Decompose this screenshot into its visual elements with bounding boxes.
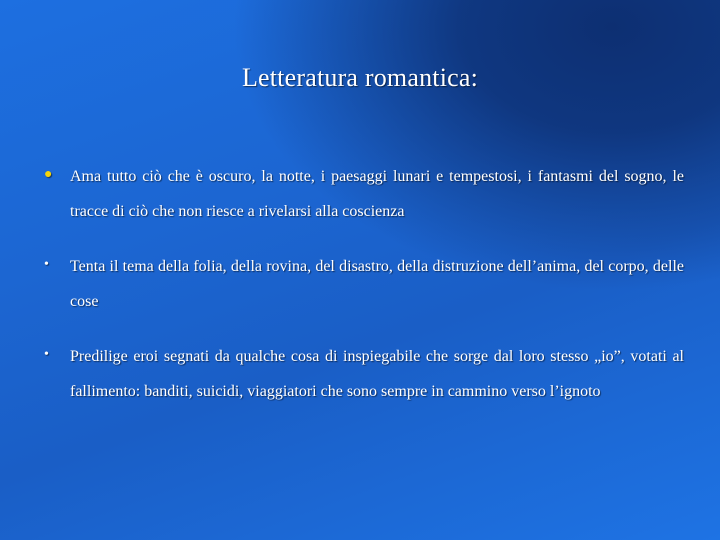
bullet-item: [44, 340, 684, 409]
bullet-text: Ama tutto ciò che è oscuro, la notte, i paesaggi lunari e tempestosi, i fantasmi del sogno, le tracce di ciò che non riesce a rivelarsi alla coscienza: [70, 168, 684, 220]
bullet-text: Tenta il tema della folia, della rovina, del disastro, della distruzione dell’anima, del corpo, delle cose: [70, 258, 684, 310]
bullet-item: [44, 160, 684, 229]
bullet-dot-icon: ●: [44, 167, 53, 182]
slide-title: Letteratura romantica:: [241, 63, 479, 92]
bullet-text: Predilige eroi segnati da qualche cosa di inspiegabile che sorge dal loro stesso „io”, votati al fallimento: banditi, suicidi, viaggiatori che sono sempre in cammino verso l’ignoto: [70, 348, 684, 400]
bullet-dot-icon: •: [44, 347, 49, 362]
bullet-item: [44, 250, 684, 319]
bullet-list: [44, 160, 684, 430]
bullet-dot-icon: •: [44, 257, 49, 272]
